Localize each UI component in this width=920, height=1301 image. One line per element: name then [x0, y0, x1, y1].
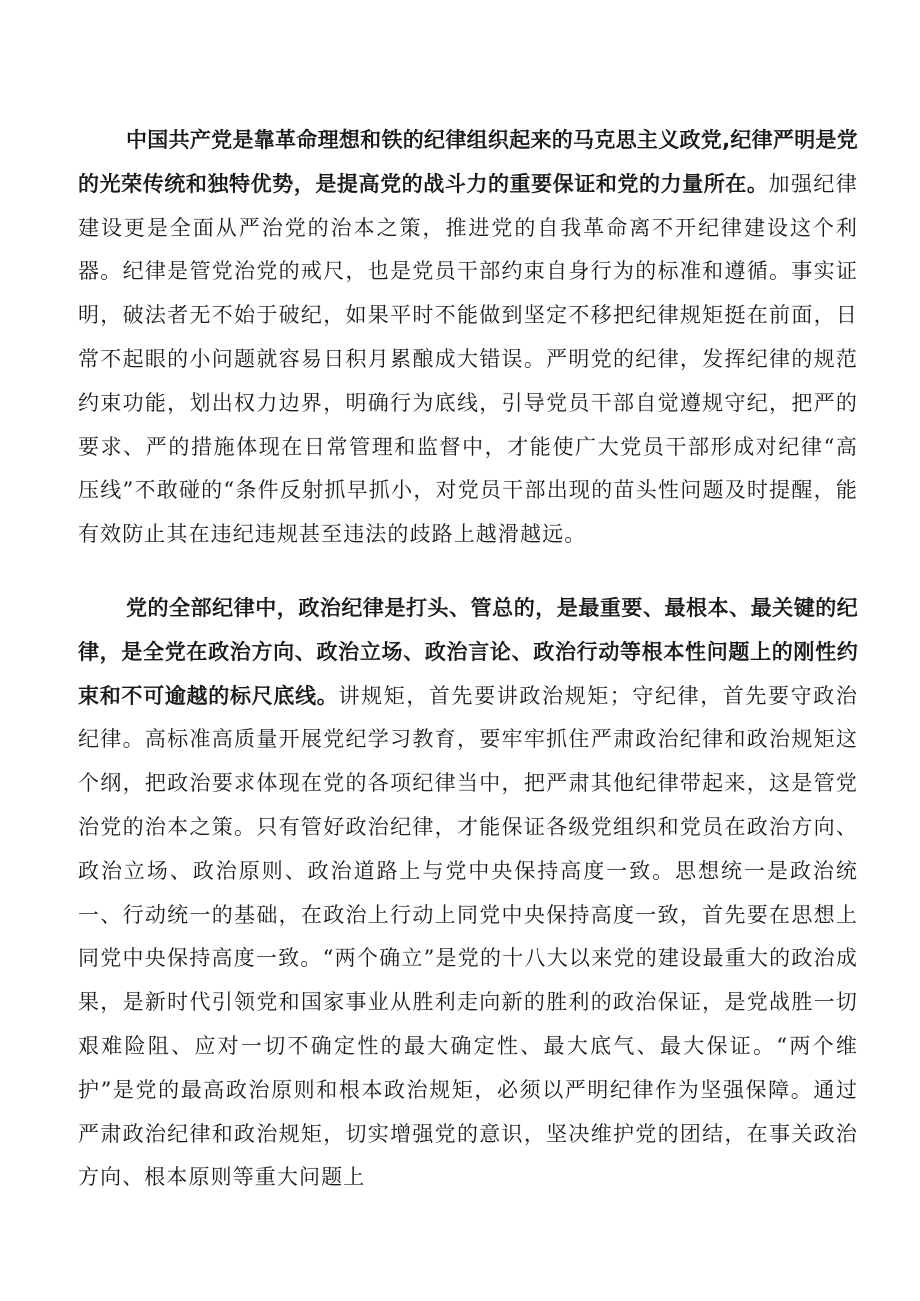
paragraph-2-body: 讲规矩，首先要讲政治规矩；守纪律，首先要守政治纪律。高标准高质量开展党纪学习教育，要牢牢抓住严肃政治纪律和政治规矩这个纲，把政治要求体现在党的各项纪律当中，把严肃其他纪律带起来，这是管党治党的治本之策。只有管好政治纪律，才能保证各级党组织和党员在政治方向、政治立场、政治原则、政治道路上与党中央保持高度一致。思想统一是政治统一、行动统一的基础，在政治上行动上同党中央保持高度一致，首先要在思想上同党中央保持高度一致。“两个确立”是党的十八大以来党的建设最重大的政治成果，是新时代引领党和国家事业从胜利走向新的胜利的政治保证，是党战胜一切艰难险阻、应对一切不确定性的最大确定性、最大底气、最大保证。“两个维护”是党的最高政治原则和根本政治规矩，必须以严明纪律作为坚强保障。通过严肃政治纪律和政治规矩，切实增强党的意识，坚决维护党的团结，在事关政治方向、根本原则等重大问题上 [78, 683, 858, 1190]
paragraph-2-lead: 党的全部纪律中，政治纪律是打头、管总的，是最重要、最根本、最关键的纪律，是全党在政治方向、政治立场、政治言论、政治行动等根本性问题上的刚性约束和不可逾越的标尺底线。 [78, 595, 858, 708]
paragraph-1-body: 加强纪律建设更是全面从严治党的治本之策，推进党的自我革命离不开纪律建设这个利器。纪律是管党治党的戒尺，也是党员干部约束自身行为的标准和遵循。事实证明，破法者无不始于破纪，如果平时不能做到坚定不移把纪律规矩挺在前面，日常不起眼的小问题就容易日积月累酿成大错误。严明党的纪律，发挥纪律的规范约束功能，划出权力边界，明确行为底线，引导党员干部自觉遵规守纪，把严的要求、严的措施体现在日常管理和监督中，才能使广大党员干部形成对纪律“高压线”不敢碰的“条件反射抓早抓小，对党员干部出现的苗头性问题及时提醒，能有效防止其在违纪违规甚至违法的歧路上越滑越远。 [78, 171, 858, 547]
paragraph-1 [78, 119, 858, 557]
paragraph-1-lead: 中国共产党是靠革命理想和铁的纪律组织起来的马克思主义政党,纪律严明是党的光荣传统和独特优势，是提高党的战斗力的重要保证和党的力量所在。 [78, 128, 858, 196]
paragraph-2 [78, 587, 858, 1200]
